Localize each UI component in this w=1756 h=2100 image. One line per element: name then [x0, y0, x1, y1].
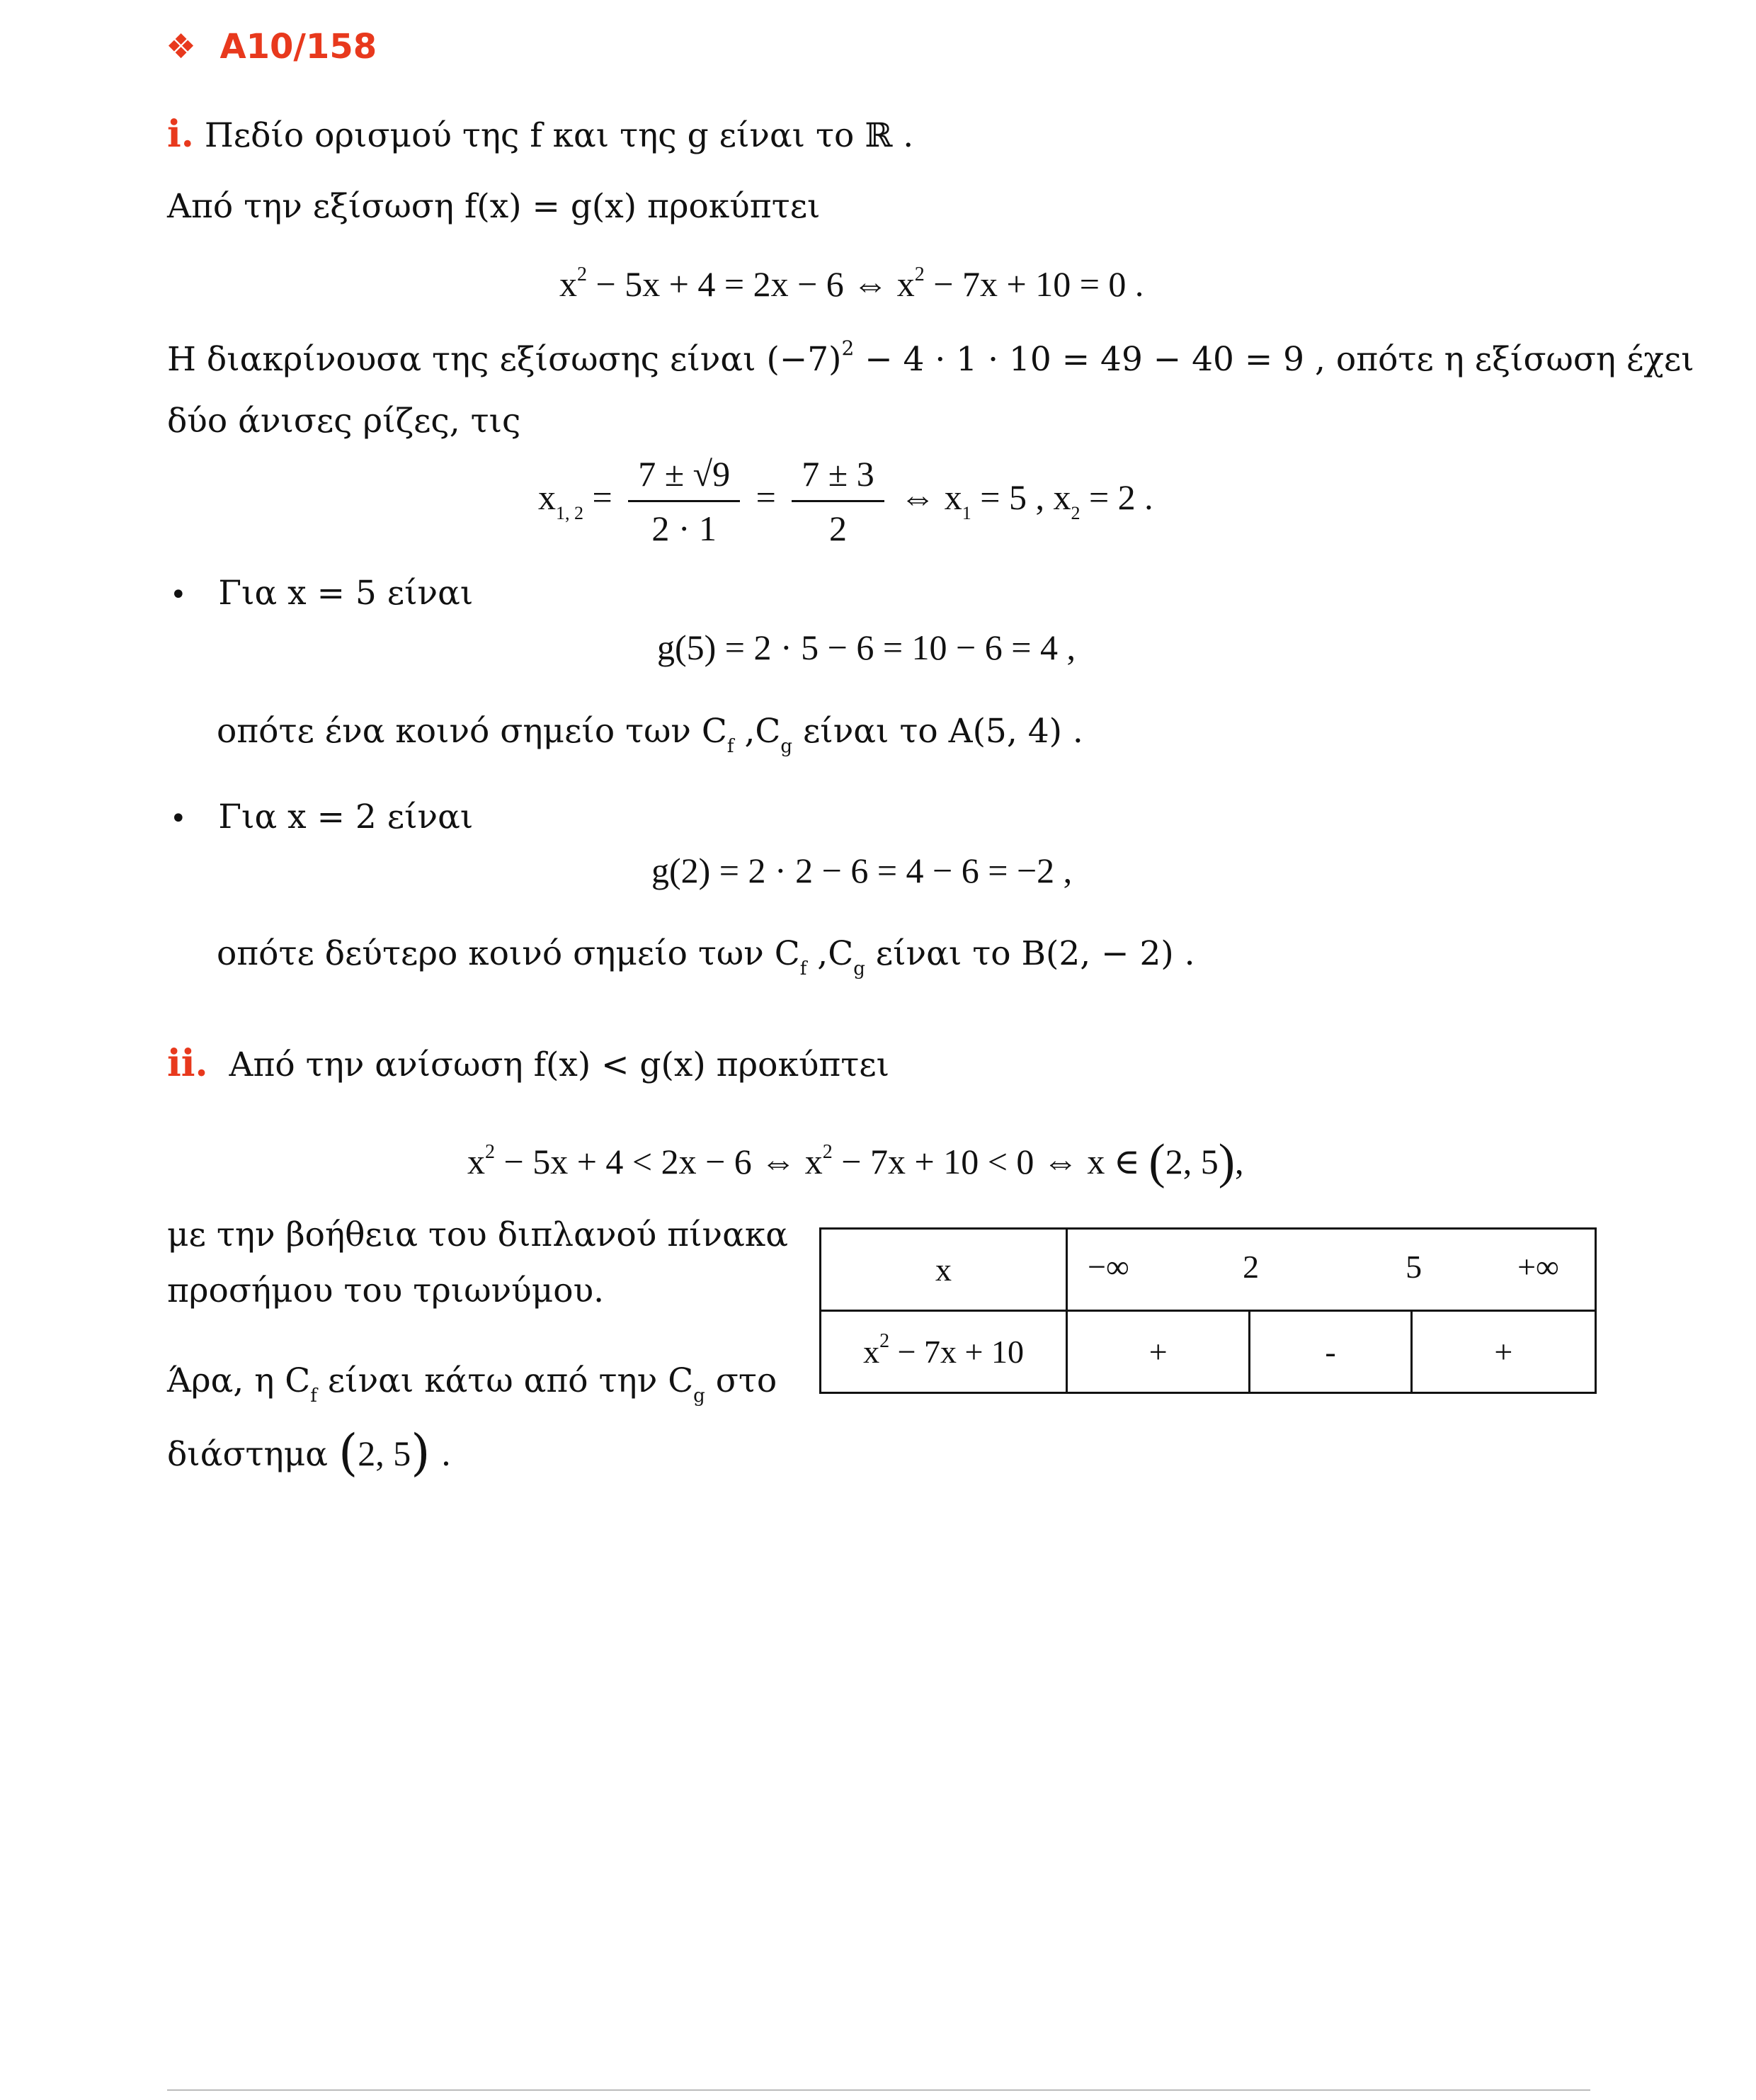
sign-table: [819, 1227, 1597, 1394]
sign-cell-1: +: [1067, 1311, 1250, 1393]
sign-table-row-label: $x^2 - 7x + 10$: [821, 1311, 1067, 1393]
final-conclusion-1: Άρα, η $C_f$ είναι κάτω από την $C_g$ στο: [167, 1361, 777, 1407]
discriminant-line: Η διακρίνουσα της εξίσωσης είναι $(-7)^2 - 4 \cdot 1 \cdot 10 = 49 - 40 = 9$ , οπότε η εξίσωση έχει: [167, 336, 1694, 379]
case-x2-conclusion: οπότε δεύτερο κοινό σημείο των $C_f$ $,C_g$ είναι το B(2, − 2) .: [217, 934, 1195, 980]
sign-table-points: [1067, 1229, 1596, 1311]
point-minus-infinity: −∞: [1088, 1249, 1129, 1285]
case-x5-conclusion: οπότε ένα κοινό σημείο των $C_f$ $,C_g$ είναι το A(5, 4) .: [217, 712, 1083, 757]
footer-divider: [167, 2089, 1590, 2091]
final-conclusion-2: διάστημα (2, 5) .: [167, 1424, 452, 1482]
case-x2-equation: g(2) = 2 · 2 − 6 = 4 − 6 = −2 ,: [651, 851, 1073, 890]
domain-statement: Πεδίο ορισμού της f και της g είναι το ℝ .: [204, 116, 914, 155]
quadratic-equation: $x^2 - 5x + 4 = 2x - 6$ ⇔ $x^2 - 7x + 10 = 0$ .: [559, 263, 1144, 304]
case-x2-label: • Για x = 2 είναι: [170, 798, 474, 836]
point-2: 2: [1243, 1249, 1260, 1285]
bullet-icon: •: [170, 579, 187, 611]
case-x5-equation: g(5) = 2 · 5 − 6 = 10 − 6 = 4 ,: [657, 628, 1076, 667]
roots-formula: $x_{1, 2}$ = $\frac{7 \pm √9}{2 \cdot 1}$ = $\frac{7 \pm 3}{2}$ ⇔ $x_1 = 5$ , $x_2 = 2$ .: [538, 454, 1153, 548]
part-ii-label: ii.: [167, 1042, 208, 1085]
table-row: [821, 1311, 1596, 1393]
root-fraction-1: $\frac{7 \pm √9}{2 \cdot 1}$: [628, 453, 740, 549]
section-title: A10/158: [219, 27, 377, 67]
part-ii-line1: ii. Από την ανίσωση f(x) < g(x) προκύπτει: [167, 1042, 890, 1085]
part-i-label: i.: [167, 113, 194, 156]
case-x5-label: • Για x = 5 είναι: [170, 574, 474, 613]
sign-cell-3: +: [1411, 1311, 1595, 1393]
sign-table-header-var: x: [821, 1229, 1067, 1311]
inequality: $x^2 - 5x + 4 < 2x - 6$ ⇔ $x^2 - 7x + 10 < 0$ ⇔ x ∈ (2, 5),: [467, 1135, 1244, 1189]
roots-intro: δύο άνισες ρίζες, τις: [167, 402, 521, 441]
table-reference-1: με την βοήθεια του διπλανού πίνακα: [167, 1215, 788, 1254]
section-header: [166, 27, 377, 67]
table-reference-2: προσήμου του τριωνύμου.: [167, 1271, 605, 1310]
sign-cell-2: -: [1250, 1311, 1411, 1393]
point-5: 5: [1406, 1249, 1423, 1285]
table-row: [821, 1229, 1596, 1311]
diamond-bullet-icon: ❖: [166, 27, 197, 67]
point-plus-infinity: +∞: [1517, 1249, 1559, 1285]
root-fraction-2: $\frac{7 \pm 3}{2}$: [792, 453, 884, 549]
equation-intro: Από την εξίσωση f(x) = g(x) προκύπτει: [167, 187, 821, 226]
bullet-icon: •: [170, 802, 187, 835]
part-i-line1: [167, 113, 913, 157]
